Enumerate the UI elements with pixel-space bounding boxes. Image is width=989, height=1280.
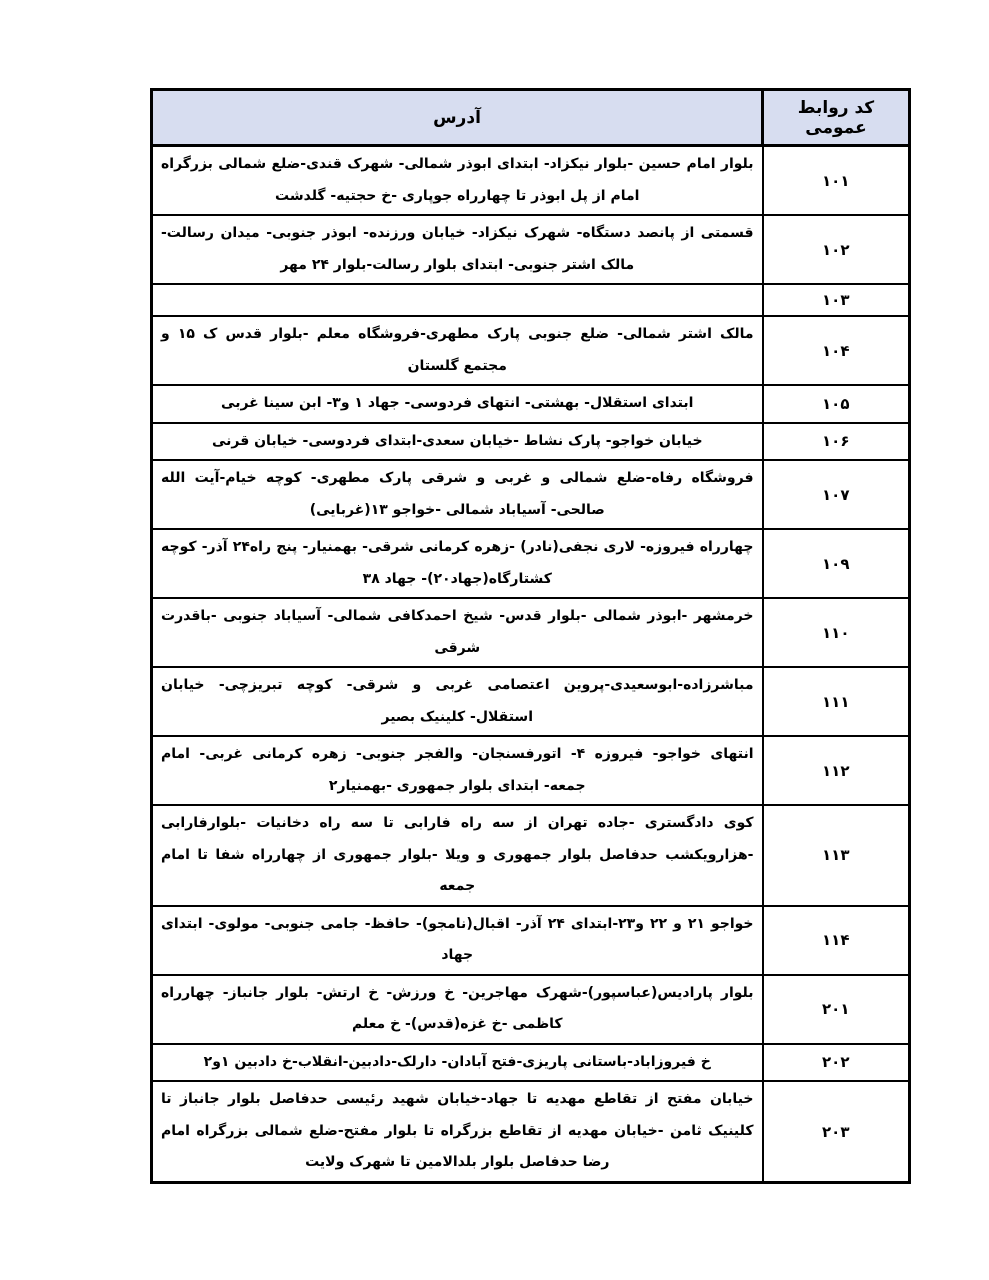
table-row	[152, 1081, 910, 1183]
address-code-table	[150, 88, 911, 1184]
table-row	[152, 146, 910, 216]
address-cell: فروشگاه رفاه-ضلع شمالی و غربی و شرقی پارک مطهری- کوچه خیام-آیت الله صالحی- آسیاباد شمالی -خواجو ۱۳(غربایی)	[152, 460, 763, 529]
table-row	[152, 1044, 910, 1082]
code-cell: ۱۱۴	[763, 906, 910, 975]
column-header-address: آدرس	[152, 90, 763, 146]
address-cell: مباشرزاده-ابوسعیدی-پروین اعتصامی غربی و شرقی- کوچه تبریزچی- خیابان استقلال- کلینیک بصیر	[152, 667, 763, 736]
code-cell: ۲۰۳	[763, 1081, 910, 1183]
address-cell: انتهای خواجو- فیروزه ۴- اتورفسنجان- والفجر جنوبی- زهره کرمانی غربی- امام جمعه- ابتدای بلوار جمهوری -بهمنیار۲	[152, 736, 763, 805]
table-row	[152, 906, 910, 975]
table-row	[152, 736, 910, 805]
table-row	[152, 215, 910, 284]
code-cell: ۱۱۲	[763, 736, 910, 805]
code-cell: ۱۰۲	[763, 215, 910, 284]
code-cell: ۱۰۵	[763, 385, 910, 423]
address-cell: کوی دادگستری -جاده تهران از سه راه فارابی تا سه راه دخانیات -بلوارفارابی -هزارویکشب حدفاصل بلوار جمهوری و ویلا -بلوار جمهوری از چهارراه شفا تا امام جمعه	[152, 805, 763, 906]
table-row	[152, 460, 910, 529]
address-cell: مالک اشتر شمالی- ضلع جنوبی پارک مطهری-فروشگاه معلم -بلوار قدس ک ۱۵ و مجتمع گلستان	[152, 316, 763, 385]
header-row	[152, 90, 910, 146]
table-row	[152, 284, 910, 316]
address-cell: خرمشهر -ابوذر شمالی -بلوار قدس- شیخ احمدکافی شمالی- آسیاباد جنوبی -باقدرت شرقی	[152, 598, 763, 667]
code-cell: ۱۰۶	[763, 423, 910, 461]
address-cell: خ فیروزاباد-باستانی پاریزی-فتح آبادان- دارلک-دادبین-انقلاب-خ دادبین ۱و۲	[152, 1044, 763, 1082]
address-cell: چهارراه فیروزه- لاری نجفی(نادر) -زهره کرمانی شرقی- بهمنیار- پنج راه۲۴ آذر- کوچه کشتارگاه(جهاد۲۰)- جهاد ۳۸	[152, 529, 763, 598]
address-cell: خواجو ۲۱ و ۲۲ و۲۳-ابتدای ۲۴ آذر- اقبال(نامجو)- حافظ- جامی جنوبی- مولوی- ابتدای جهاد	[152, 906, 763, 975]
code-cell: ۱۱۱	[763, 667, 910, 736]
table-row	[152, 598, 910, 667]
code-cell: ۱۰۱	[763, 146, 910, 216]
table-row	[152, 385, 910, 423]
table-row	[152, 423, 910, 461]
table-row	[152, 975, 910, 1044]
column-header-code: کد روابط عمومی	[763, 90, 910, 146]
address-cell: خیابان خواجو- پارک نشاط -خیابان سعدی-ابتدای فردوسی- خیابان قرنی	[152, 423, 763, 461]
code-cell: ۱۱۳	[763, 805, 910, 906]
table-row	[152, 667, 910, 736]
code-cell: ۲۰۲	[763, 1044, 910, 1082]
code-cell: ۲۰۱	[763, 975, 910, 1044]
address-cell: بلوار پارادیس(عباسپور)-شهرک مهاجرین- خ ورزش- خ ارتش- بلوار جانباز- چهارراه کاظمی -خ غزه(قدس)- خ معلم	[152, 975, 763, 1044]
table-row	[152, 529, 910, 598]
code-cell: ۱۰۹	[763, 529, 910, 598]
code-cell: ۱۰۳	[763, 284, 910, 316]
table-row	[152, 805, 910, 906]
code-cell: ۱۱۰	[763, 598, 910, 667]
address-cell	[152, 284, 763, 316]
table-row	[152, 316, 910, 385]
code-cell: ۱۰۷	[763, 460, 910, 529]
address-cell: قسمتی از پانصد دستگاه- شهرک نیکزاد- خیابان ورزنده- ابوذر جنوبی- میدان رسالت- مالک اشتر جنوبی- ابتدای بلوار رسالت-بلوار ۲۴ مهر	[152, 215, 763, 284]
address-cell: خیابان مفتح از تقاطع مهدیه تا جهاد-خیابان شهید رئیسی حدفاصل بلوار جانباز تا کلینیک ثامن -خیابان مهدیه از تقاطع بزرگراه تا بلوار مفتح-ضلع شمالی بزرگراه امام رضا حدفاصل بلوار بلدالامین تا شهرک ولایت	[152, 1081, 763, 1183]
address-cell: ابتدای استقلال- بهشتی- انتهای فردوسی- جهاد ۱ و۳- ابن سینا غربی	[152, 385, 763, 423]
code-cell: ۱۰۴	[763, 316, 910, 385]
address-cell: بلوار امام حسین -بلوار نیکزاد- ابتدای ابوذر شمالی- شهرک قندی-ضلع شمالی بزرگراه امام از پل ابوذر تا چهارراه جوپاری -خ حجتیه- گلدشت	[152, 146, 763, 216]
